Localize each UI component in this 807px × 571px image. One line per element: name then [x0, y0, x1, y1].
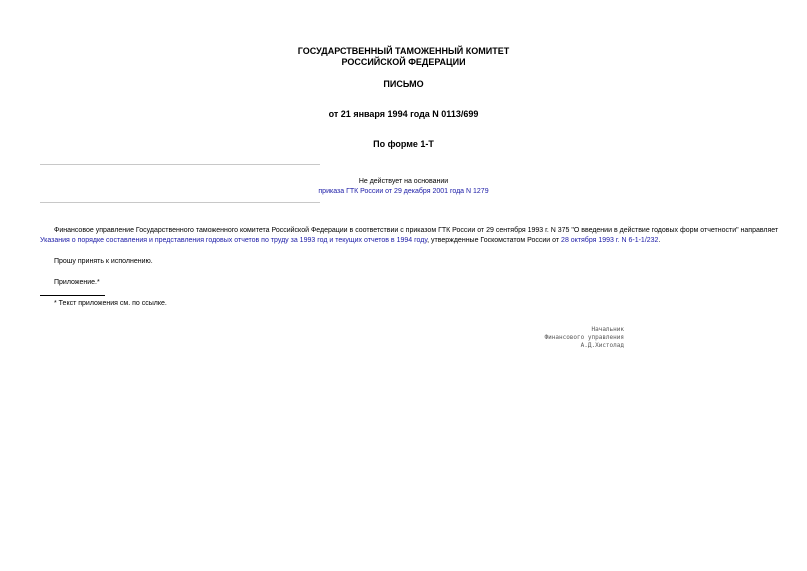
organization-name-line2: РОССИЙСКОЙ ФЕДЕРАЦИИ	[341, 57, 466, 67]
main-text-part1: Финансовое управление Государственного таможенного комитета Российской Федерации в соответствии с приказом ГТК России от 29 сентября 1993 г. N 375 "О введении в действие годовых форм отчетности" направляет	[54, 227, 779, 234]
signature-title: Начальник	[591, 326, 624, 333]
status-divider-bottom	[40, 202, 320, 203]
document-date-number: от 21 января 1994 года N 0113/699	[328, 109, 479, 119]
signature-name: А.Д.Хистолад	[580, 342, 624, 349]
approval-date-link[interactable]: 28 октября 1993 г. N 6-1-1/232	[561, 237, 659, 244]
instructions-link[interactable]: Указания о порядке составления и представления годовых отчетов по труду за 1993 год и текущих отчетов в 1994 году	[40, 237, 428, 244]
appendix-paragraph: Приложение.*	[54, 279, 100, 286]
main-paragraph	[40, 226, 780, 246]
main-text-part3: .	[658, 237, 661, 244]
status-link[interactable]: приказа ГТК России от 29 декабря 2001 года N 1279	[318, 188, 489, 195]
request-paragraph: Прошу принять к исполнению.	[54, 258, 153, 265]
signature-department: Финансового управления	[544, 334, 624, 341]
status-divider-top	[40, 164, 320, 165]
main-text-part2: , утвержденные Госкомстатом России от	[427, 237, 562, 244]
footnote-text: * Текст приложения см. по ссылке.	[54, 300, 167, 307]
organization-name-line1: ГОСУДАРСТВЕННЫЙ ТАМОЖЕННЫЙ КОМИТЕТ	[297, 46, 510, 56]
document-type: ПИСЬМО	[383, 79, 424, 89]
footnote-divider	[40, 295, 105, 296]
status-text: Не действует на основании	[358, 178, 449, 185]
document-subject: По форме 1-Т	[373, 139, 434, 149]
